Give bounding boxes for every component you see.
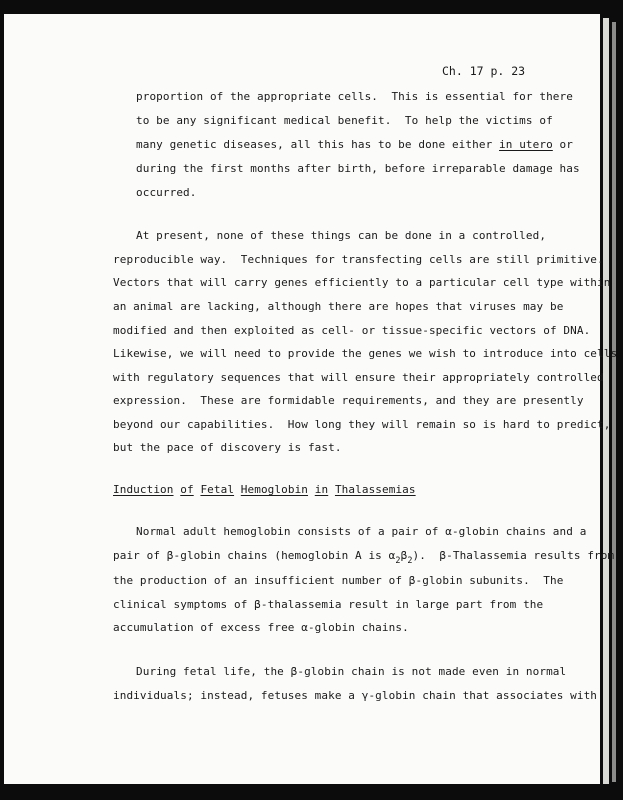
paragraph-1-line-5: occurred. [136, 186, 197, 199]
paragraph-3-line-2-end: ). β-Thalassemia results from [412, 549, 615, 562]
paragraph-3-line-4: clinical symptoms of β-thalassemia result in large part from the [113, 598, 544, 611]
paragraph-2-line-6: Likewise, we will need to provide the genes we wish to introduce into cells [113, 347, 618, 360]
paragraph-2-line-5: modified and then exploited as cell- or tissue-specific vectors of DNA. [113, 324, 591, 337]
paragraph-3-line-2-start: pair of β-globin chains (hemoglobin A is α [113, 549, 396, 562]
subscript-2-alpha: 2 [395, 556, 401, 566]
paragraph-1-line-1: proportion of the appropriate cells. This is essential for there [136, 90, 573, 103]
paragraph-1-line-3-text: many genetic diseases, all this has to be done either [136, 138, 500, 151]
paragraph-2-line-9: beyond our capabilities. How long they will remain so is hard to predict, [113, 418, 611, 431]
page-number: Ch. 17 p. 23 [442, 64, 526, 78]
beta-symbol: β [400, 549, 408, 562]
paragraph-2-line-2: reproducible way. Techniques for transfecting cells are still primitive. [113, 253, 604, 266]
paragraph-2-line-1: At present, none of these things can be done in a controlled, [136, 229, 547, 242]
paragraph-1-line-3-end: or [552, 138, 573, 151]
heading-word-4: Hemoglobin [240, 483, 309, 496]
paragraph-2-line-7: with regulatory sequences that will ensure their appropriately controlled [113, 371, 604, 384]
heading-word-5: in [314, 483, 329, 496]
paragraph-3-line-5: accumulation of excess free α-globin chains. [113, 621, 409, 634]
paragraph-3-line-2 [113, 549, 614, 566]
section-heading [113, 483, 416, 496]
paragraph-1-line-4: during the first months after birth, before irreparable damage has [136, 162, 580, 175]
paragraph-4-line-2: individuals; instead, fetuses make a γ-globin chain that associates with [113, 689, 598, 702]
page-edge [603, 18, 609, 784]
paragraph-1-line-3 [136, 138, 573, 151]
paragraph-1-line-2: to be any significant medical benefit. To help the victims of [136, 114, 553, 127]
heading-word-3: Fetal [200, 483, 235, 496]
paragraph-2-line-4: an animal are lacking, although there are hopes that viruses may be [113, 300, 564, 313]
page-edge-shadow [612, 22, 616, 782]
paragraph-4-line-1: During fetal life, the β-globin chain is not made even in normal [136, 665, 567, 678]
heading-word-2: of [180, 483, 194, 496]
heading-word-1: Induction [113, 483, 174, 496]
heading-word-6: Thalassemias [334, 483, 416, 496]
paragraph-3-line-3: the production of an insufficient number of β-globin subunits. The [113, 574, 564, 587]
paragraph-2-line-8: expression. These are formidable requirements, and they are presently [113, 394, 584, 407]
paragraph-2-line-3: Vectors that will carry genes efficiently to a particular cell type within [113, 276, 611, 289]
paragraph-3-line-1: Normal adult hemoglobin consists of a pair of α-globin chains and a [136, 525, 587, 538]
paragraph-2-line-10: but the pace of discovery is fast. [113, 441, 342, 454]
in-utero-phrase: in utero [499, 138, 553, 151]
subscript-2-beta: 2 [407, 556, 413, 566]
